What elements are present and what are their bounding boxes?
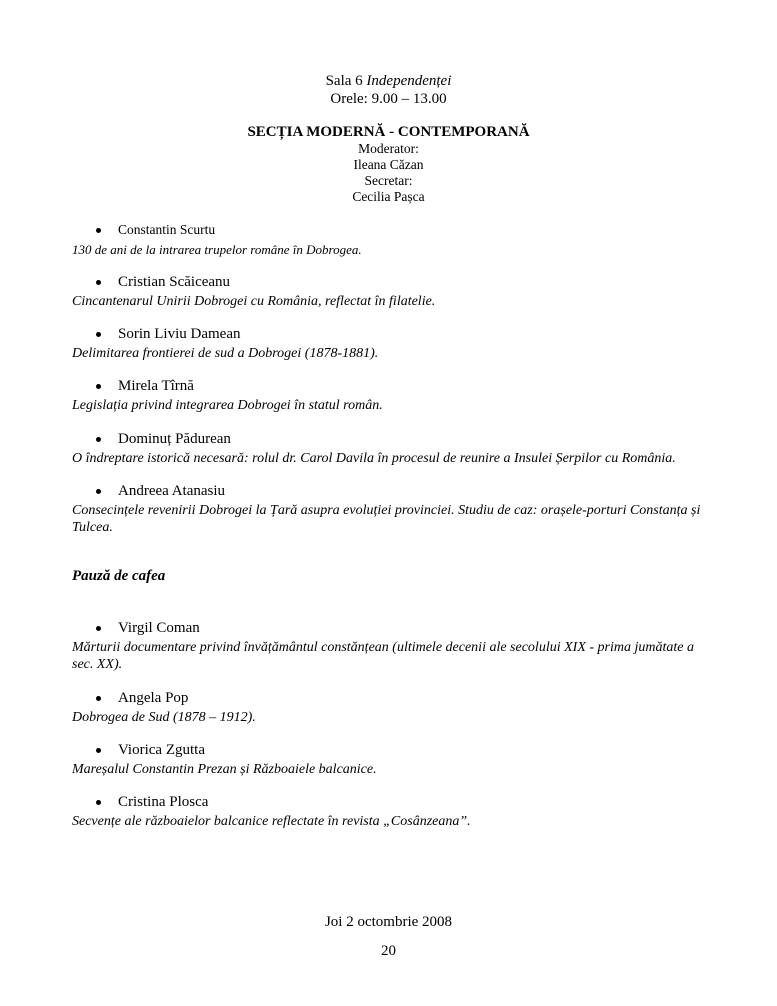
talk-item xyxy=(72,377,712,414)
talk-title: Mărturii documentare privind învățământul constănțean (ultimele decenii ale secolului XIX - prima jumătate a sec. XX). xyxy=(72,640,694,672)
secretary-label: Secretar: xyxy=(364,173,413,188)
talk-item xyxy=(72,482,712,536)
talk-title: Legislația privind integrarea Dobrogei în statul român. xyxy=(72,398,383,413)
talk-author: Constantin Scurtu xyxy=(118,222,216,237)
talk-item xyxy=(72,325,712,362)
secretary-name: Cecilia Pașca xyxy=(352,189,425,204)
bullet-icon xyxy=(96,384,101,389)
talk-author: Angela Pop xyxy=(118,690,189,706)
talk-item xyxy=(72,273,712,310)
talk-author: Cristina Plosca xyxy=(118,794,209,810)
talk-title: Consecințele revenirii Dobrogei la Țară asupra evoluției provinciei. Studiu de caz: orașele-porturi Constanța și Tulcea. xyxy=(72,503,701,535)
bullet-icon xyxy=(96,437,101,442)
room-name: Independenței xyxy=(366,73,452,89)
coffee-break: Pauză de cafea xyxy=(72,568,166,584)
talk-author: Sorin Liviu Damean xyxy=(118,326,241,342)
moderator-name: Ileana Căzan xyxy=(353,157,424,172)
talk-title: Cincantenarul Unirii Dobrogei cu România, reflectat în filatelie. xyxy=(72,294,436,309)
bullet-icon xyxy=(96,696,101,701)
talk-title: O îndreptare istorică necesară: rolul dr. Carol Davila în procesul de reunire a Insulei Șerpilor cu România. xyxy=(72,451,676,466)
page-number: 20 xyxy=(381,943,396,959)
bullet-icon xyxy=(96,228,101,233)
talk-author: Dominuț Pădurean xyxy=(118,431,231,447)
talk-title: Mareșalul Constantin Prezan și Războaiele balcanice. xyxy=(72,762,377,777)
bullet-icon xyxy=(96,748,101,753)
section-title: SECȚIA MODERNĂ - CONTEMPORANĂ xyxy=(247,124,530,140)
bullet-icon xyxy=(96,800,101,805)
talk-title: Delimitarea frontierei de sud a Dobrogei (1878-1881). xyxy=(72,346,379,361)
bullet-icon xyxy=(96,489,101,494)
talk-title: Secvențe ale războaielor balcanice reflectate în revista „Cosânzeana”. xyxy=(72,814,471,829)
talk-author: Mirela Tîrnă xyxy=(118,378,194,394)
talk-author: Virgil Coman xyxy=(118,620,200,636)
talk-author: Cristian Scăiceanu xyxy=(118,274,231,290)
bullet-icon xyxy=(96,626,101,631)
talk-author: Andreea Atanasiu xyxy=(118,483,226,499)
talk-item xyxy=(72,689,712,726)
talk-item xyxy=(72,221,712,258)
talk-author: Viorica Zgutta xyxy=(118,742,205,758)
talk-title: Dobrogea de Sud (1878 – 1912). xyxy=(72,710,256,725)
talk-item xyxy=(72,430,712,467)
talk-title: 130 de ani de la intrarea trupelor române în Dobrogea. xyxy=(72,242,362,257)
hours-line: Orele: 9.00 – 13.00 xyxy=(330,91,447,107)
bullet-icon xyxy=(96,332,101,337)
talk-item xyxy=(72,619,712,673)
room-prefix: Sala 6 xyxy=(325,73,367,89)
talk-item xyxy=(72,793,712,830)
moderator-label: Moderator: xyxy=(358,141,419,156)
bullet-icon xyxy=(96,280,101,285)
room-line xyxy=(0,72,777,90)
talk-item xyxy=(72,741,712,778)
footer-date: Joi 2 octombrie 2008 xyxy=(324,914,453,930)
